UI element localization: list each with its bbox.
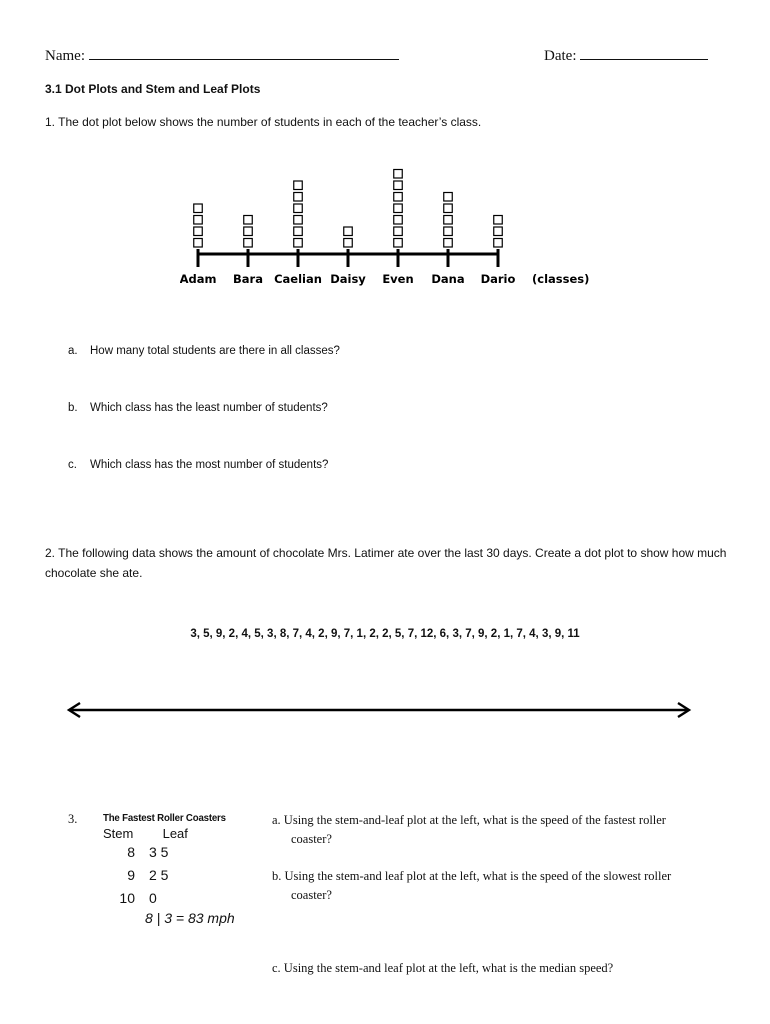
dot-plot-mark: [394, 204, 403, 213]
question-3b-line1: b. Using the stem-and leaf plot at the left, what is the speed of the slowest roller: [272, 869, 672, 883]
dot-plot-mark: [394, 193, 403, 202]
dot-plot-mark: [394, 227, 403, 236]
dot-plot-category-label: Bara: [233, 272, 263, 286]
dot-plot-category-label: Caelian: [274, 272, 322, 286]
question-3a-line1: a. Using the stem-and-leaf plot at the left, what is the speed of the fastest roller: [272, 813, 666, 827]
dot-plot-category-label: Dana: [431, 272, 465, 286]
dot-plot-mark: [444, 216, 453, 225]
dot-plot-mark: [194, 204, 203, 213]
stem-value: 8: [127, 844, 135, 860]
name-field-line[interactable]: [89, 46, 399, 60]
question-3c: c. Using the stem-and leaf plot at the left, what is the median speed?: [272, 961, 614, 975]
question-1a: [68, 345, 340, 357]
dot-plot-axis-label: (classes): [532, 272, 590, 286]
dot-plot-mark: [444, 239, 453, 248]
leaf-values: 0: [149, 890, 157, 906]
stem-value: 10: [119, 890, 135, 906]
dot-plot-mark: [344, 227, 353, 236]
question-1c-label: c.: [68, 459, 77, 471]
leaf-values: 3 5: [149, 844, 169, 860]
dot-plot-mark: [294, 216, 303, 225]
dot-plot-mark: [494, 239, 503, 248]
stem-leaf-row: [103, 841, 243, 864]
dot-plot-mark: [294, 193, 303, 202]
date-row: [544, 46, 708, 65]
dot-plot-mark: [494, 216, 503, 225]
dot-plot-mark: [394, 216, 403, 225]
dot-plot-mark: [194, 239, 203, 248]
date-field-line[interactable]: [580, 46, 708, 60]
dot-plot-mark: [294, 181, 303, 190]
dot-plot-mark: [444, 204, 453, 213]
stem-header: Stem: [103, 826, 134, 841]
dot-plot-mark: [344, 239, 353, 248]
dot-plot-mark: [444, 227, 453, 236]
dot-plot-mark: [494, 227, 503, 236]
question-2-data: 3, 5, 9, 2, 4, 5, 3, 8, 7, 4, 2, 9, 7, 1, 2, 2, 5, 7, 12, 6, 3, 7, 9, 2, 1, 7, 4, 3, 9, 11: [190, 628, 580, 640]
date-label: Date:: [544, 48, 577, 64]
question-1a-text: How many total students are there in all classes?: [90, 345, 340, 357]
dot-plot-mark: [394, 170, 403, 179]
dot-plot-category-label: Even: [382, 272, 414, 286]
dot-plot-mark: [244, 216, 253, 225]
question-1-prompt: 1. The dot plot below shows the number of students in each of the teacher’s class.: [45, 115, 482, 129]
dot-plot-mark: [294, 227, 303, 236]
question-2-prompt: 2. The following data shows the amount of chocolate Mrs. Latimer ate over the last 30 days. Create a dot plot to show how much chocolate she ate.: [45, 546, 727, 580]
stem-leaf-row: [103, 887, 243, 910]
question-3-number: 3.: [68, 812, 78, 826]
stem-leaf-row: [103, 864, 243, 887]
stem-leaf-key: 8 | 3 = 83 mph: [145, 910, 235, 926]
question-1c-text: Which class has the most number of students?: [90, 459, 329, 471]
dot-plot-category-label: Dario: [480, 272, 516, 286]
dot-plot-mark: [294, 239, 303, 248]
name-label: Name:: [45, 48, 85, 64]
dot-plot-chart: [180, 150, 600, 290]
stem-leaf-plot: [103, 812, 243, 938]
question-1b-label: b.: [68, 402, 78, 414]
question-1b: [68, 402, 328, 414]
leaf-header: Leaf: [162, 826, 188, 841]
dot-plot-mark: [294, 204, 303, 213]
question-3a-line2: coaster?: [291, 832, 332, 846]
dot-plot-mark: [444, 193, 453, 202]
name-row: [45, 46, 399, 65]
stem-leaf-header: [103, 826, 243, 841]
stem-leaf-title: The Fastest Roller Coasters: [103, 812, 226, 824]
dot-plot-mark: [394, 239, 403, 248]
section-title: 3.1 Dot Plots and Stem and Leaf Plots: [45, 82, 261, 96]
stem-value: 9: [127, 867, 135, 883]
dot-plot-mark: [194, 216, 203, 225]
question-3a: [272, 811, 722, 849]
dot-plot-mark: [194, 227, 203, 236]
blank-number-line[interactable]: [64, 700, 694, 720]
question-1a-label: a.: [68, 345, 78, 357]
dot-plot-category-label: Adam: [180, 272, 217, 286]
dot-plot-mark: [394, 181, 403, 190]
dot-plot-category-label: Daisy: [330, 272, 366, 286]
question-1b-text: Which class has the least number of students?: [90, 402, 328, 414]
dot-plot-mark: [244, 227, 253, 236]
dot-plot-mark: [244, 239, 253, 248]
leaf-values: 2 5: [149, 867, 169, 883]
question-3b-line2: coaster?: [291, 888, 332, 902]
question-1c: [68, 459, 328, 471]
question-3b: [272, 867, 722, 905]
